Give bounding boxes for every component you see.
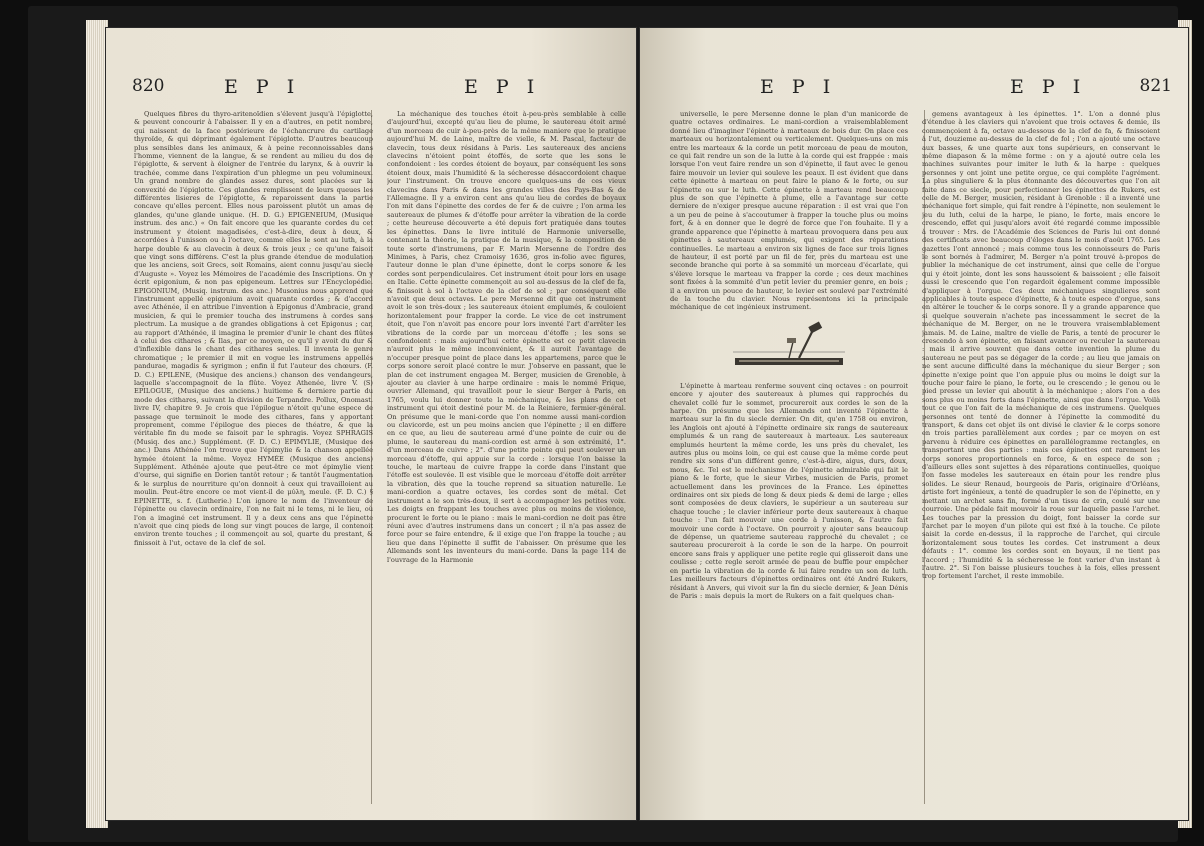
book-spread [28,6,1178,842]
running-header-right [640,76,1188,106]
page-number-left: 820 [132,76,165,96]
left-page [106,28,636,820]
text-block: Quelques fibres du thyro-aritenoïdien s'élevent jusqu'à l'épiglotte, & peuvent concourir à l'abaisser. Il y en a d'autres, en petit nombre, qui naissent de la face postérieure de l'échancrure du cartilage thyroïde, & qui déprimant également l'épiglotte. D'autres beaucoup plus sensibles dans les animaux, & à peine reconnoissables dans l'homme, viennent de la langue, & se rendent au milieu du dos de l'épiglotte, & servent à éloigner de l'entrée du larynx, & à ouvrir la trachée, comme dans l'expiration d'un phlegme un peu volumineux. Un grand nombre de glandes assez dures, sont placées sur la convexité de l'épiglotte. Ces glandes remplissent de leurs queues les différentes lisieres de l'épiglotte, & reparoissent dans la partie concave qu'elles percent. Elles nous paroissent plutôt un amas de glandes, qu'une glande unique. (H. D. G.) EPIGENEIUM, (Musique instrum. des anc.) « On fait encore que les quarante cordes du cet instrument y étoient magadisées, c'est-à-dire, deux à deux, & accordées à l'unisson ou à l'octave, comme elles le sont au luth, à la harpe double & au clavecin à deux & trois jeux ; ce qu'une faisoit que vingt sons différens. C'est la plus grande étendue de modulation que les anciens, soit Grecs, soit Romains, aient connu jusqu'au siecle d'Auguste ». Voyez les Mémoires de l'académie des Inscriptions. On y écrit epigonium, & non pas epigeneum. Lettres sur l'Encyclopédie. EPIGONIUM, (Musiq. instrum. des anc.) Musonius nous apprend que l'instrument appellé epigonium avoit quarante cordes ; & d'accord avec Athénée, il en attribue l'invention à Epigonus d'Ambracie, grand musicien, & qui le premier toucha des instrumens à cordes sans plectrum. La musique a de grandes obligations à cet Epigonus ; car, au rapport d'Athénée, il imagina le premier d'unir le chant des flûtes à celui des cithares ; & Ilas, par ce moyen, ce qu'il y avoit du dur & d'inflexible dans le chant des cithares seules. Il inventa le genre chromatique ; le premier il mit en vogue les instrumens appellés pandurae, magadis & syrigmon ; enfin il fut l'auteur des chœurs. (F. D. C.) EPILENE, (Musique des anciens.) chanson des vendangeurs, laquelle s'accompagnoit de la flûte. Voyez Athenée, livre V. (S) EPILOGUE, (Musique des anciens.) huitieme & derniere partie du mode des cithares, suivant la division de Terpandre. Pollux, Onomast. livre IV, chapitre 9. Je crois que l'épilogue n'étoit qu'une espece de passage que terminoit le mode des cithares, fans y apportant proprement, comme l'épilogue des pieces de théatre, & que la véritable fin du mode se faisoit par le sphragis. Voyez SPHRAGIS (Musiq. des anc.) Supplément. (F. D. C.) EPIMYLIE, (Musique des anc.) Dans Athénée l'on trouve que l'épimylie & la chanson appellée hymée étoient la même. Voyez HYMÉE (Musique des anciens) Supplément. Athénée ajoute que peut-être ce mot épimylie vient d'ourse, qui signifie en Dorien tantôt retour ; & tantôt l'augmentation & le surplus de nourriture qu'on donnoit à ceux qui travailloient au moulin. Peut-être encore ce mot vient-il de μύλη, meule. (F. D. C.) § EPINETTE, s. f. (Lutherie.) L'on ignore le nom de l'inventeur de l'épinette ou clavecin ordinaire, l'on ne fait ni le tems, ni le lieu, où l'on a imaginé cet instrument. Il y a deux cens ans que l'épinette n'avoit que cinq pieds de long sur vingt pouces de large, il contenoit environ trente touches ; il commençoit au sol, quarte du prestant, & finissoit à l'ut, octave de la clef de sol. [134,110,373,547]
header-right-col2: E P I [1010,76,1087,98]
left-column-2 [387,110,626,806]
header-left-col1: E P I [224,76,301,98]
left-column-1 [134,110,373,806]
text-block: L'épinette à marteau renferme souvent cinq octaves : on pourroit encore y ajouter des sautereaux à plumes qui rapprochés du chevalet collé fur le sommet, procureroit aux cordes le son de la harpe. On présume que les Allemands ont inventé l'épinette à marteau sur la fin du siecle dernier. On dit, qu'en 1758 ou environ, les Anglois ont ajouté à l'épinette ordinaire six rangs de sautereaux emplumés & un rang de sautereaux à marteaux. Les sautereaux emplumés heurtent la même corde, les uns près du chevalet, les autres plus ou moins loin, ce qui est cause que la même corde peut rendre six sons d'un différent genre, c'est-à-dire, aigus, durs, doux, mous, &c. Tel est le méchanisme de l'épinette admirable qui fait le piano & le forte, que le sieur Virbes, musicien de Paris, promet actuellement dans les provinces de la France. Les épinettes ordinaires ont six pieds de long & deux pieds & demi de large ; elles sont composées de deux claviers, le supérieur a un sautereau sur chaque touche ; le clavier inférieur porte deux sautereaux à chaque touche : l'un fait mouvoir une corde à l'unisson, & l'autre fait mouvoir une corde à l'octave. On pourroit y ajouter sans beaucoup de dépense, un quatrieme sautereau rapproché du chevalet ; ce sautereau procureroit à la corde le son de la harpe. On pourroit encore sans frais y appliquer une petite regle qui glisseroit dans une coulisse ; cette regle seroit armée de peau de buffle pour empêcher en partie la vibration de la corde & lui faire rendre un son de luth. Les meilleurs facteurs d'épinettes ordinaires ont été André Rukers, résidant à Anvers, qui vivoit sur la fin du siecle dernier, & Jean Dénis de Paris : mais depuis la mort de Rukers on a fait quelques chan- [670,381,908,600]
header-left-col2: E P I [464,76,541,98]
right-page [640,28,1188,820]
right-column-2 [922,110,1160,806]
header-right-col1: E P I [760,76,837,98]
hammer-mechanism-figure [729,318,849,374]
page-number-right: 821 [1139,76,1172,96]
running-header-left [106,76,636,106]
text-block: gemens avantageux à les épinettes. 1°. L'on a donné plus d'étendue à les claviers qui n'avoient que trois octaves & demie, ils commençoient à fa, octave au-dessous de la clef de fa, & finissoient à l'ut, douzieme au-dessus de la clef de fol ; l'on a ajouté une octave aux basses, & une quarte aux tons supérieurs, en conservant le même diapason & la même forme : on y a ajouté outre cela les machines suivantes pour imiter le luth & la harpe : quelques personnes y ont joint une petite orgue, ce qui compléte l'agrément. La plus singuliere & la plus étonnante des découvertes que l'on ait faite dans ce siecle, pour perfectionner les épinettes de Rukers, est celle de M. Berger, musicien, résidant à Grenoble : il a inventé une méchanique fort simple, qui fait rendre à l'épinette, non seulement le jeu du luth, celui de la harpe, le piano, le forte, mais encore le crescendo, effet qui jusqu'alors avoit été regardé comme impossible à trouver : Mrs. de l'Académie des Sciences de Paris lui ont donné des certificats avec beaucoup d'éloges dans le mois d'août 1765. Les gazettes l'ont annoncé ; mais comme tous les connoisseurs de Paris le sont bornés à l'admirer, M. Berger n'a point trouvé à-propos de publier la méchanique de cet instrument, ainsi que celle de l'orgue qui y étoit jointe, dont les sons haussoient & baissoient ; elle faisoit aussi le crescendo que l'on regardoit également comme impossible d'appliquer à l'orgue. Ces deux méchaniques singulieres sont applicables à toute espece d'épinette, & à toute espece d'orgue, sans en altérer le toucher & le corps sonore. Il y a grande apparence que si quelque souverain n'achete pas incessamment le secret de la méchanique de M. Berger, on ne le trouvera vraisemblablement jamais. M. de Laine, maître de vielle de Paris, a tenté de procurer le crescendo à son épinette, en faisant avancer ou reculer la sautereau : mais il arrive souvent que dans cette invention la plume du sautereau ne peut pas se dégager de la corde ; au lieu que jamais on ne sent aucune difficulté dans la méchanique du sieur Berger ; son épinette n'exige point que l'on appuie plus ou moins le doigt sur la touche pour faire le piano, le forte, ou le crescendo ; le genou ou le pied presse un levier qui aboutit à la méchanique ; alors l'on a des sons plus ou moins forts dans l'épinette, ainsi que dans l'orgue. Voilà tout ce que l'on fait de la méchanique de ces instrumens. Quelques personnes ont tenté de donner à l'épinette la commodité du transport, & dans cet objet ils ont divisé le clavier & le corps sonore en trois parties parallèlement aux cordes ; par ce moyen on est parvenu à réduire ces épinettes en parallélogramme rectangles, en transportant une des parties : mais ces épinettes ont rarement les corps sonores proportionnels en force, & en espece de son ; d'ailleurs elles sont sujettes à des réparations continuelles, quoique l'on fasse modeles les sautereaux en étain pour les rendre plus solides. Le sieur Renaud, bourgeois de Paris, originaire d'Orléans, artiste fort ingénieux, a tenté de quadrupler le son de l'épinette, en y mettant un archet sans fin, formé d'un tissu de crin, coulé sur une courroie. Une pédale fait mouvoir la roue sur laquelle passe l'archet. Les touches par la pression du doigt, font baisser la corde sur l'archet par le moyen d'un pilote qui est fixé à la touche. Ce pilote saisit la corde en-dessus, il la rapproche de l'archet, qui circule horizontalement sous toutes les cordes. Cet instrument a deux défauts : 1°. comme les cordes sont en boyaux, il ne tient pas l'accord ; l'humidité & la sécheresse le font varier d'un instant à l'autre. 2°. Si l'on baisse plusieurs touches à la fois, elles pressent trop fortement l'archet, il reste immobile. [922,110,1160,581]
text-block: universelle, le pere Mersenne donne le plan d'un manicorde de quatre octaves ordinaires. Le mani-cordion a vraisemblablement donné lieu d'imaginer l'épinette à marteaux de bois dur. On place ces marteaux ou horizontalement ou verticalement. Quelques-uns on mis entre les marteaux & la corde un petit morceau de peau de mouton, ce qui fait rendre un son de la lutte à la corde qui est frappée : mais lorsque l'on veut faire rendre un son d'épinette, il faut avec le genou faire mouvoir un levier qui souleve les peaux. Il est évident que dans cette épinette à marteau on peut faire le piano & le forte, ou sur l'épinette ou sur le luth. Cette épinette à marteau rend beaucoup plus de son que l'épinette à plume, elle a l'avantage sur cette derniere de n'exiger presque aucune réparation : il est vrai que l'on a un peu de peine à s'accoutumer à frapper la touche plus ou moins fort, & à en donner que le degré de force que l'on fouhaite. Il y a grande apparence que l'épinette à marteau provoquera dans peu aux épinettes à sautereaux emplumés, qui exigent des réparations continuelles. Le marteau a environ six lignes de face sur trois lignes de hauteur, il est porté par un fil de fer, près du marteau est une seconde branche qui porte à sa sommité un morceau d'écarlate, qui s'éleve lorsque le marteau va frapper la corde ; ces deux machines sont fixées à la sommité d'un petit levier du premier genre, en bois ; il a environ un pouce de hauteur, le levier est soulevé par l'extrémité de la touche du clavier. Nous représentons ici la principale méchanique de cet ingénieux instrument. [670,110,908,312]
right-page-columns [670,110,1160,806]
right-column-1 [670,110,908,806]
text-block: La méchanique des touches étoit à-peu-près semblable à celle d'aujourd'hui, excepté qu'au lieu de plume, le sautereau étoit armé d'un morceau de cuir à-peu-près de la même maniere que le pratique aujourd'hui M. de Laine, maître de vielle, & M. Pascal, facteur de clavecin, tous deux résidans à Paris. Les sautereaux des anciens clavecins n'étoient point étoffés, de sorte que les sons le confondoient : les cordes étoient de boyaux, par conséquent les sons étoient doux, mais l'humidité & la sécheresse désaccordoient chaque jour l'instrument. On trouve encore quelques-uns de ces vieux clavecins dans Paris & dans les grandes villes des Pays-Bas & de l'Allemagne. Il y a environ cent ans qu'au lieu de cordes de boyaux l'on mit dans l'épinette des cordes de fer & de cuivre ; l'on arma les sautereaux de plumes & d'étoffe pour arrêter la vibration de la corde ; cette heureuse découverte a été depuis fort pratiquée dans toutes les épinettes. Dans le livre intitulé de Harmonie universelle, contenant la théorie, la pratique de la musique, & la composition de toute sorte d'instrumens, par F. Marin Mersenne de l'ordre des Minimes, à Paris, chez Cramoisy 1636, gros in-folio avec figures, l'auteur donne le plan d'une épinette, dont le corps sonore & les cordes sont perpendiculaires. Cet instrument étoit pour lors en usage en Italie. Cette épinette commençoit au sol au-dessus de la clef de fa, & finissoit à sol à l'octave de la clef de sol ; par conséquent elle n'avoit que deux octaves. Le pere Mersenne dit que cet instrument avoit le son très-doux ; les sautereaux étoient emplumés, & couloient horizontalement pour frapper la corde. Le vice de cet instrument étoit, que l'on n'avoit pas encore pour lors inventé l'art d'arrêter les vibrations de la corde par un morceau d'étoffe ; les sons se confondoient : mais aujourd'hui cette épinette est ce petit clavecin n'auroit plus le même inconvénient, & il auroit l'avantage de n'occuper presque point de place dans les appartemens, parce que le corps sonore seroit placé contre le mur. J'observe en passant, que le plan de cet instrument engagea M. Berger, musicien de Grenoble, à ajouter au clavier à une harpe ordinaire : mais le nommé Frique, ouvrier Allemand, qui travailloit pour le sieur Berger à Paris, en 1765, voulu lui donner toute la méchanique, & les plans de cet instrument qui étoit destiné pour M. de la Reiniere, fermier-général. On présume que le mani-corde que l'on nomme aussi mani-cordion ou clavicorde, est un peu moins ancien que l'épinette ; il en differe en ce que, au lieu de sautereau armé d'une pointe de cuir ou de plume, le sautereau du mani-cordion est armé à son extrémité, 1°. d'un morceau de cuivre ; 2°. d'une petite pointe qui peut soulever un morceau d'étoffe, qui appuie sur la corde : lorsque l'on baisse la touche, le marteau de cuivre frappe la corde dans l'instant que l'étoffe est soulevée. Il est visible que le morceau d'étoffe doit arrêter la vibration, dès que la touche reprend sa situation naturelle. Le mani-cordion a quatre octaves, les cordes sont de métal. Cet instrument a le son très-doux, il sert à accompagner les petites voix. Les doigts en frappant les touches avec plus ou moins de violence, procurent le forte ou le piano : mais le mani-cordion ne doit pas être réuni avec d'autres instrumens dans un concert ; il n'a pas assez de force pour se faire entendre, & il exige que l'on frappe la touche ; au lieu que dans l'épinette il suffit de l'abaisser. On présume que les Allemands sont les inventeurs du mani-corde. Dans la page 114 de l'ouvrage de la Harmonie [387,110,626,564]
left-page-columns [134,110,626,806]
left-page-edges [86,20,108,828]
